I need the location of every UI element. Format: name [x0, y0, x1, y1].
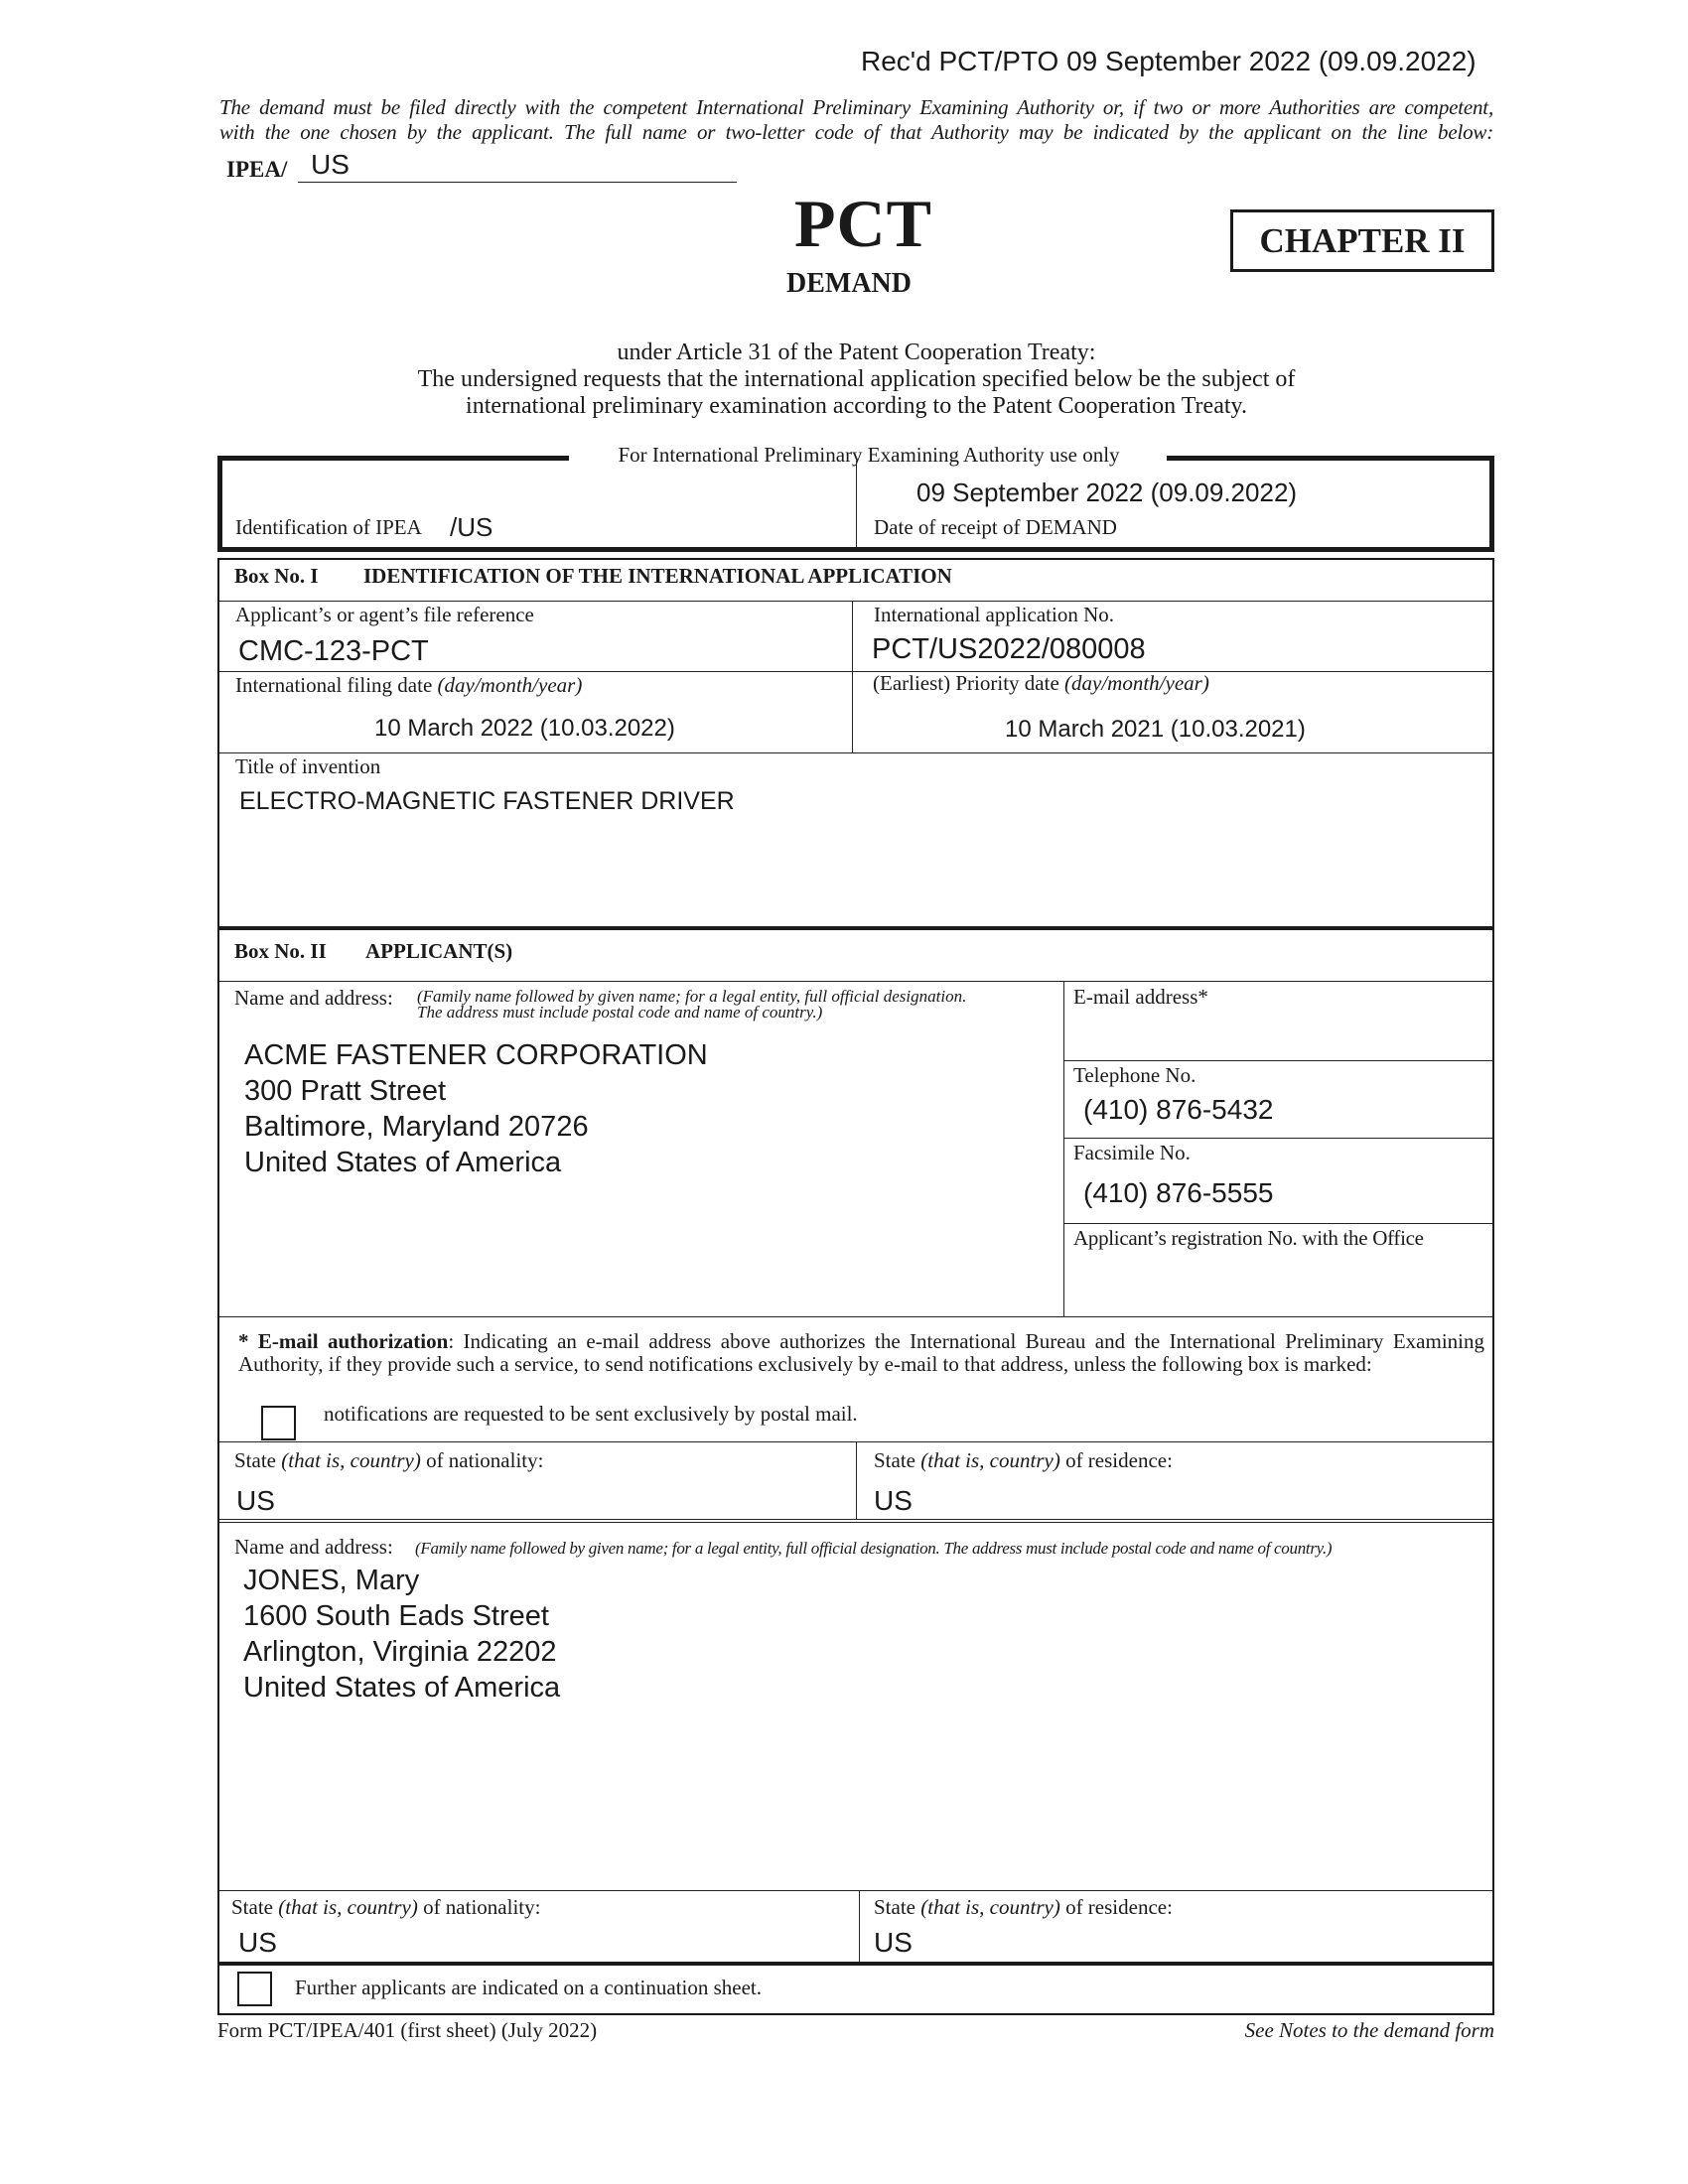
fax-value[interactable]: (410) 876-5555	[1083, 1177, 1274, 1208]
email-rule	[1063, 1060, 1492, 1061]
ipea-value[interactable]: US	[311, 149, 350, 180]
box1-rule-1	[219, 601, 1492, 602]
applicant2-nationality[interactable]: US	[238, 1927, 277, 1958]
applicant-separator	[219, 1519, 1492, 1523]
name-label-2: Name and address:	[234, 1535, 393, 1559]
applicant2-line-2: 1600 South Eads Street	[243, 1600, 549, 1632]
applicant1-line-3: Baltimore, Maryland 20726	[244, 1111, 589, 1143]
email-label: E-mail address*	[1073, 985, 1208, 1009]
state-divider-1	[856, 1441, 857, 1519]
name-hint-1-line1: (Family name followed by given name; for a legal entity, full official designation.	[417, 987, 967, 1006]
priority-label-text: (Earliest) Priority date	[873, 671, 1059, 695]
box2-heading: APPLICANT(S)	[365, 939, 513, 963]
residence-label-1	[874, 1448, 1173, 1473]
intro-text	[298, 340, 1415, 420]
app-no-value[interactable]: PCT/US2022/080008	[872, 633, 1146, 665]
fax-rule	[1063, 1223, 1492, 1224]
residence-label-1-a: State	[874, 1448, 915, 1472]
state-divider-2	[859, 1890, 860, 1962]
priority-date-value[interactable]: 10 March 2021 (10.03.2021)	[1005, 716, 1306, 743]
residence-label-1-c: of residence:	[1065, 1448, 1173, 1472]
name-hint-2: (Family name followed by given name; for a legal entity, full official designation. The address must include postal code and name of country.)	[415, 1539, 1333, 1558]
nationality-label-2-a: State	[231, 1895, 273, 1919]
applicant2-line-3: Arlington, Virginia 22202	[243, 1636, 557, 1668]
filing-notice	[219, 95, 1493, 145]
chapter-badge: CHAPTER II	[1230, 209, 1494, 272]
nationality-label-1-c: of nationality:	[426, 1448, 544, 1472]
email-auth-bold: E-mail authorization	[257, 1329, 449, 1353]
title-value[interactable]: ELECTRO-MAGNETIC FASTENER DRIVER	[239, 787, 735, 815]
name-hint-1-line2: The address must include postal code and name of country.)	[417, 1003, 823, 1022]
applicant1-line-4: United States of America	[244, 1147, 562, 1178]
ipea-use-divider	[856, 461, 857, 547]
received-stamp: Rec'd PCT/PTO 09 September 2022 (09.09.2022)	[861, 46, 1477, 76]
ipea-label: IPEA/	[226, 157, 288, 182]
email-auth-text: : Indicating an e-mail address above authorizes the International Bureau and the International Preliminary Examining Authority, if they provide such a service, to send notifications exclusively by e-mail to that address, unless the following box is marked:	[238, 1329, 1484, 1376]
box2-contact-divider	[1063, 981, 1064, 1316]
further-applicants-checkbox[interactable]	[237, 1972, 272, 2006]
residence-label-2	[874, 1895, 1173, 1920]
nationality-label-2	[231, 1895, 540, 1920]
app-no-label: International application No.	[874, 603, 1115, 626]
file-ref-value[interactable]: CMC-123-PCT	[238, 635, 429, 667]
name-hint-1	[417, 989, 966, 1021]
ipea-underline	[298, 182, 737, 183]
ipea-use-label: For International Preliminary Examining Authority use only	[571, 443, 1167, 468]
applicant1-line-1: ACME FASTENER CORPORATION	[244, 1039, 708, 1071]
applicant2-line-4: United States of America	[243, 1672, 561, 1704]
box2-rule-4	[219, 1890, 1492, 1891]
file-ref-label: Applicant’s or agent’s file reference	[235, 603, 534, 626]
box1-rule-3	[219, 752, 1492, 753]
intro-line2: The undersigned requests that the international application specified below be the subject of	[417, 366, 1296, 392]
applicant1-address[interactable]	[244, 1037, 708, 1180]
notes-link[interactable]: See Notes to the demand form	[1244, 2018, 1494, 2042]
further-applicants-label: Further applicants are indicated on a continuation sheet.	[295, 1976, 763, 1999]
phone-label: Telephone No.	[1073, 1063, 1196, 1087]
nationality-label-1	[234, 1448, 543, 1473]
nationality-label-1-b: (that is, country)	[281, 1448, 421, 1472]
box2-rule-1	[219, 981, 1492, 982]
ipea-id-value[interactable]: /US	[450, 512, 493, 542]
page-subtitle: DEMAND	[786, 268, 912, 299]
box1-divider	[852, 601, 853, 753]
receipt-date-label: Date of receipt of DEMAND	[874, 515, 1117, 539]
nationality-label-2-c: of nationality:	[423, 1895, 541, 1919]
postal-only-checkbox[interactable]	[261, 1406, 296, 1440]
applicant1-line-2: 300 Pratt Street	[244, 1075, 447, 1107]
filing-notice-line2: with the one chosen by the applicant. The full name or two-letter code of that Authority may be indicated by the applicant on the line below:	[219, 120, 1493, 144]
email-authorization	[238, 1330, 1484, 1376]
form-id: Form PCT/IPEA/401 (first sheet) (July 2022)	[217, 2018, 598, 2042]
intro-line1: under Article 31 of the Patent Cooperation Treaty:	[617, 340, 1096, 365]
receipt-date-value[interactable]: 09 September 2022 (09.09.2022)	[916, 478, 1298, 507]
email-auth-star: *	[238, 1329, 249, 1353]
postal-only-label: notifications are requested to be sent exclusively by postal mail.	[324, 1402, 858, 1426]
phone-value[interactable]: (410) 876-5432	[1083, 1094, 1274, 1125]
name-label-1: Name and address:	[234, 986, 393, 1010]
nationality-label-2-b: (that is, country)	[278, 1895, 418, 1919]
residence-label-2-a: State	[874, 1895, 915, 1919]
box1-rule-2	[219, 671, 1492, 672]
ipea-id-label: Identification of IPEA	[235, 515, 422, 539]
applicant1-nationality[interactable]: US	[236, 1485, 275, 1516]
filing-date-label	[235, 673, 582, 698]
applicant2-line-1: JONES, Mary	[243, 1565, 420, 1596]
applicant1-residence[interactable]: US	[874, 1485, 913, 1516]
title-label: Title of invention	[235, 754, 381, 778]
box1-heading: IDENTIFICATION OF THE INTERNATIONAL APPLICATION	[363, 564, 952, 588]
filing-date-hint: (day/month/year)	[437, 673, 583, 697]
applicant2-residence[interactable]: US	[874, 1927, 913, 1958]
fax-label: Facsimile No.	[1073, 1141, 1191, 1164]
filing-date-value[interactable]: 10 March 2022 (10.03.2022)	[374, 715, 675, 742]
nationality-label-1-a: State	[234, 1448, 276, 1472]
box2-number: Box No. II	[234, 939, 327, 963]
residence-label-1-b: (that is, country)	[920, 1448, 1060, 1472]
filing-notice-line1: The demand must be filed directly with the competent International Preliminary Examining Authority or, if two or more Authorities are competent,	[219, 95, 1493, 119]
filing-date-label-text: International filing date	[235, 673, 433, 697]
box1-number: Box No. I	[234, 564, 319, 588]
priority-label	[873, 671, 1209, 696]
priority-hint: (day/month/year)	[1064, 671, 1209, 695]
residence-label-2-b: (that is, country)	[920, 1895, 1060, 1919]
box2-rule-2	[219, 1316, 1492, 1317]
residence-label-2-c: of residence:	[1065, 1895, 1173, 1919]
phone-rule	[1063, 1138, 1492, 1139]
intro-line3: international preliminary examination according to the Patent Cooperation Treaty.	[466, 393, 1247, 419]
page-title: PCT	[794, 186, 932, 261]
reg-label: Applicant’s registration No. with the Office	[1073, 1226, 1424, 1250]
applicant2-address[interactable]	[243, 1563, 560, 1706]
